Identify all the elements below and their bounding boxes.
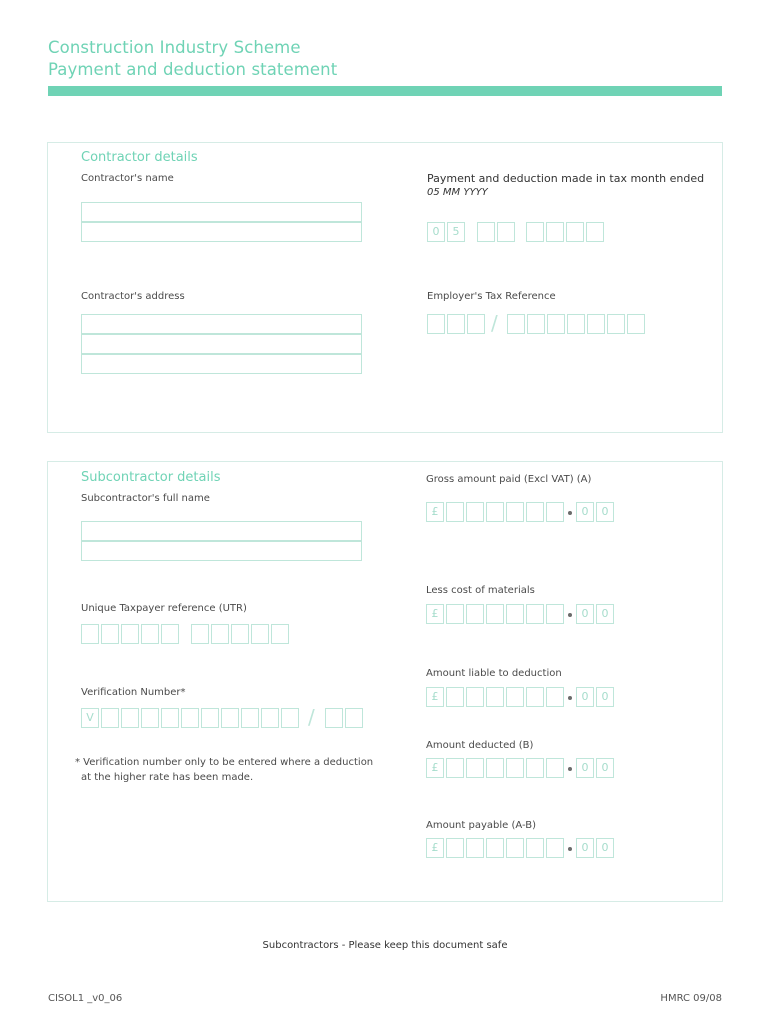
tax-month-digit-box[interactable] xyxy=(586,222,604,242)
contractor-name-field-1[interactable] xyxy=(81,202,362,222)
tax-month-format: 05 MM YYYY xyxy=(427,187,488,198)
verification-char-box[interactable] xyxy=(261,708,279,728)
utr-label: Unique Taxpayer reference (UTR) xyxy=(81,603,247,614)
header-bar xyxy=(48,86,722,96)
deducted-amount-digit-box[interactable] xyxy=(526,758,544,778)
deducted-amount-digit-box[interactable] xyxy=(446,758,464,778)
keep-safe-notice: Subcontractors - Please keep this document safe xyxy=(262,940,508,951)
materials-cost-label: Less cost of materials xyxy=(426,585,535,596)
liable-amount-pence-box[interactable]: 0 xyxy=(596,687,614,707)
contractor-address-field-1[interactable] xyxy=(81,314,362,334)
materials-cost-digit-box[interactable] xyxy=(466,604,484,624)
employer-ref-number-box[interactable] xyxy=(587,314,605,334)
deducted-amount-decimal-point xyxy=(568,767,572,771)
utr-digit-box[interactable] xyxy=(271,624,289,644)
materials-cost-digit-box[interactable] xyxy=(446,604,464,624)
liable-amount-decimal-point xyxy=(568,696,572,700)
employer-ref-office-box[interactable] xyxy=(427,314,445,334)
utr-digit-box[interactable] xyxy=(211,624,229,644)
verification-char-box[interactable] xyxy=(141,708,159,728)
materials-cost-digit-box[interactable] xyxy=(506,604,524,624)
verification-char-box[interactable] xyxy=(121,708,139,728)
payable-amount-pence-box[interactable]: 0 xyxy=(576,838,594,858)
utr-digit-box[interactable] xyxy=(81,624,99,644)
employer-ref-label: Employer's Tax Reference xyxy=(427,291,556,302)
deducted-amount-digit-box[interactable] xyxy=(546,758,564,778)
payable-amount-pence-box[interactable]: 0 xyxy=(596,838,614,858)
tax-month-digit-box[interactable] xyxy=(546,222,564,242)
utr-digit-box[interactable] xyxy=(191,624,209,644)
gross-amount-digit-box[interactable] xyxy=(526,502,544,522)
gross-amount-label: Gross amount paid (Excl VAT) (A) xyxy=(426,474,592,485)
deducted-amount-label: Amount deducted (B) xyxy=(426,740,534,751)
form-code: CISOL1 _v0_06 xyxy=(48,993,123,1004)
form-revision: HMRC 09/08 xyxy=(660,993,722,1004)
gross-amount-digit-box[interactable] xyxy=(486,502,504,522)
liable-amount-digit-box[interactable] xyxy=(486,687,504,707)
materials-cost-pence-box[interactable]: 0 xyxy=(576,604,594,624)
utr-digit-box[interactable] xyxy=(231,624,249,644)
utr-digit-box[interactable] xyxy=(251,624,269,644)
employer-ref-number-box[interactable] xyxy=(527,314,545,334)
liable-amount-digit-box[interactable] xyxy=(446,687,464,707)
employer-ref-number-box[interactable] xyxy=(547,314,565,334)
liable-amount-digit-box[interactable] xyxy=(526,687,544,707)
payable-amount-digit-box[interactable] xyxy=(466,838,484,858)
materials-cost-decimal-point xyxy=(568,613,572,617)
subcontractor-name-field-1[interactable] xyxy=(81,521,362,541)
payable-amount-decimal-point xyxy=(568,847,572,851)
verification-char-box[interactable] xyxy=(101,708,119,728)
employer-ref-number-box[interactable] xyxy=(567,314,585,334)
payable-amount-digit-box[interactable] xyxy=(486,838,504,858)
verification-char-box[interactable]: V xyxy=(81,708,99,728)
liable-amount-digit-box[interactable]: £ xyxy=(426,687,444,707)
payable-amount-label: Amount payable (A-B) xyxy=(426,820,536,831)
deducted-amount-pence-box[interactable]: 0 xyxy=(596,758,614,778)
contractor-panel xyxy=(47,142,723,433)
verification-char-box[interactable] xyxy=(221,708,239,728)
deducted-amount-digit-box[interactable] xyxy=(506,758,524,778)
verification-char-box[interactable] xyxy=(201,708,219,728)
materials-cost-digit-box[interactable] xyxy=(486,604,504,624)
tax-month-digit-box[interactable] xyxy=(566,222,584,242)
materials-cost-pence-box[interactable]: 0 xyxy=(596,604,614,624)
materials-cost-digit-box[interactable] xyxy=(546,604,564,624)
utr-digit-box[interactable] xyxy=(161,624,179,644)
payable-amount-digit-box[interactable] xyxy=(526,838,544,858)
deducted-amount-digit-box[interactable]: £ xyxy=(426,758,444,778)
employer-ref-number-box[interactable] xyxy=(607,314,625,334)
utr-digit-box[interactable] xyxy=(121,624,139,644)
verification-char-box[interactable] xyxy=(325,708,343,728)
contractor-name-field-2[interactable] xyxy=(81,222,362,242)
liable-amount-digit-box[interactable] xyxy=(546,687,564,707)
gross-amount-digit-box[interactable] xyxy=(446,502,464,522)
tax-month-digit-box[interactable]: 5 xyxy=(447,222,465,242)
utr-digit-box[interactable] xyxy=(101,624,119,644)
employer-ref-office-box[interactable] xyxy=(447,314,465,334)
materials-cost-digit-box[interactable] xyxy=(526,604,544,624)
contractor-address-field-3[interactable] xyxy=(81,354,362,374)
verification-char-box[interactable] xyxy=(345,708,363,728)
materials-cost-digit-box[interactable]: £ xyxy=(426,604,444,624)
payable-amount-digit-box[interactable] xyxy=(546,838,564,858)
liable-amount-label: Amount liable to deduction xyxy=(426,668,562,679)
verification-note-line1: * Verification number only to be entered where a deduction xyxy=(75,757,374,768)
payable-amount-digit-box[interactable] xyxy=(506,838,524,858)
verification-note-line2: at the higher rate has been made. xyxy=(81,772,254,783)
form-title-line2: Payment and deduction statement xyxy=(48,60,338,79)
gross-amount-digit-box[interactable] xyxy=(466,502,484,522)
verification-char-box[interactable] xyxy=(281,708,299,728)
employer-ref-number-box[interactable] xyxy=(507,314,525,334)
gross-amount-pence-box[interactable]: 0 xyxy=(576,502,594,522)
liable-amount-digit-box[interactable] xyxy=(506,687,524,707)
payable-amount-digit-box[interactable] xyxy=(446,838,464,858)
tax-month-digit-box[interactable] xyxy=(477,222,495,242)
form-title-line1: Construction Industry Scheme xyxy=(48,38,301,57)
tax-month-digit-box[interactable]: 0 xyxy=(427,222,445,242)
employer-ref-office-box[interactable] xyxy=(467,314,485,334)
contractor-name-label: Contractor's name xyxy=(81,173,174,184)
tax-month-digit-box[interactable] xyxy=(526,222,544,242)
tax-month-label: Payment and deduction made in tax month ended xyxy=(427,172,705,185)
verification-label: Verification Number* xyxy=(81,687,186,698)
gross-amount-digit-box[interactable]: £ xyxy=(426,502,444,522)
subcontractor-section-title: Subcontractor details xyxy=(81,470,221,485)
liable-amount-digit-box[interactable] xyxy=(466,687,484,707)
payable-amount-digit-box[interactable]: £ xyxy=(426,838,444,858)
verification-char-box[interactable] xyxy=(181,708,199,728)
gross-amount-decimal-point xyxy=(568,511,572,515)
contractor-section-title: Contractor details xyxy=(81,150,198,165)
gross-amount-digit-box[interactable] xyxy=(546,502,564,522)
subcontractor-name-field-2[interactable] xyxy=(81,541,362,561)
verification-char-box[interactable] xyxy=(241,708,259,728)
gross-amount-pence-box[interactable]: 0 xyxy=(596,502,614,522)
verification-slash: / xyxy=(308,705,315,729)
verification-char-box[interactable] xyxy=(161,708,179,728)
contractor-address-label: Contractor's address xyxy=(81,291,185,302)
employer-ref-number-box[interactable] xyxy=(627,314,645,334)
utr-digit-box[interactable] xyxy=(141,624,159,644)
subcontractor-name-label: Subcontractor's full name xyxy=(81,493,210,504)
contractor-address-field-2[interactable] xyxy=(81,334,362,354)
liable-amount-pence-box[interactable]: 0 xyxy=(576,687,594,707)
gross-amount-digit-box[interactable] xyxy=(506,502,524,522)
deducted-amount-pence-box[interactable]: 0 xyxy=(576,758,594,778)
tax-month-digit-box[interactable] xyxy=(497,222,515,242)
deducted-amount-digit-box[interactable] xyxy=(486,758,504,778)
deducted-amount-digit-box[interactable] xyxy=(466,758,484,778)
employer-ref-slash: / xyxy=(491,311,498,335)
